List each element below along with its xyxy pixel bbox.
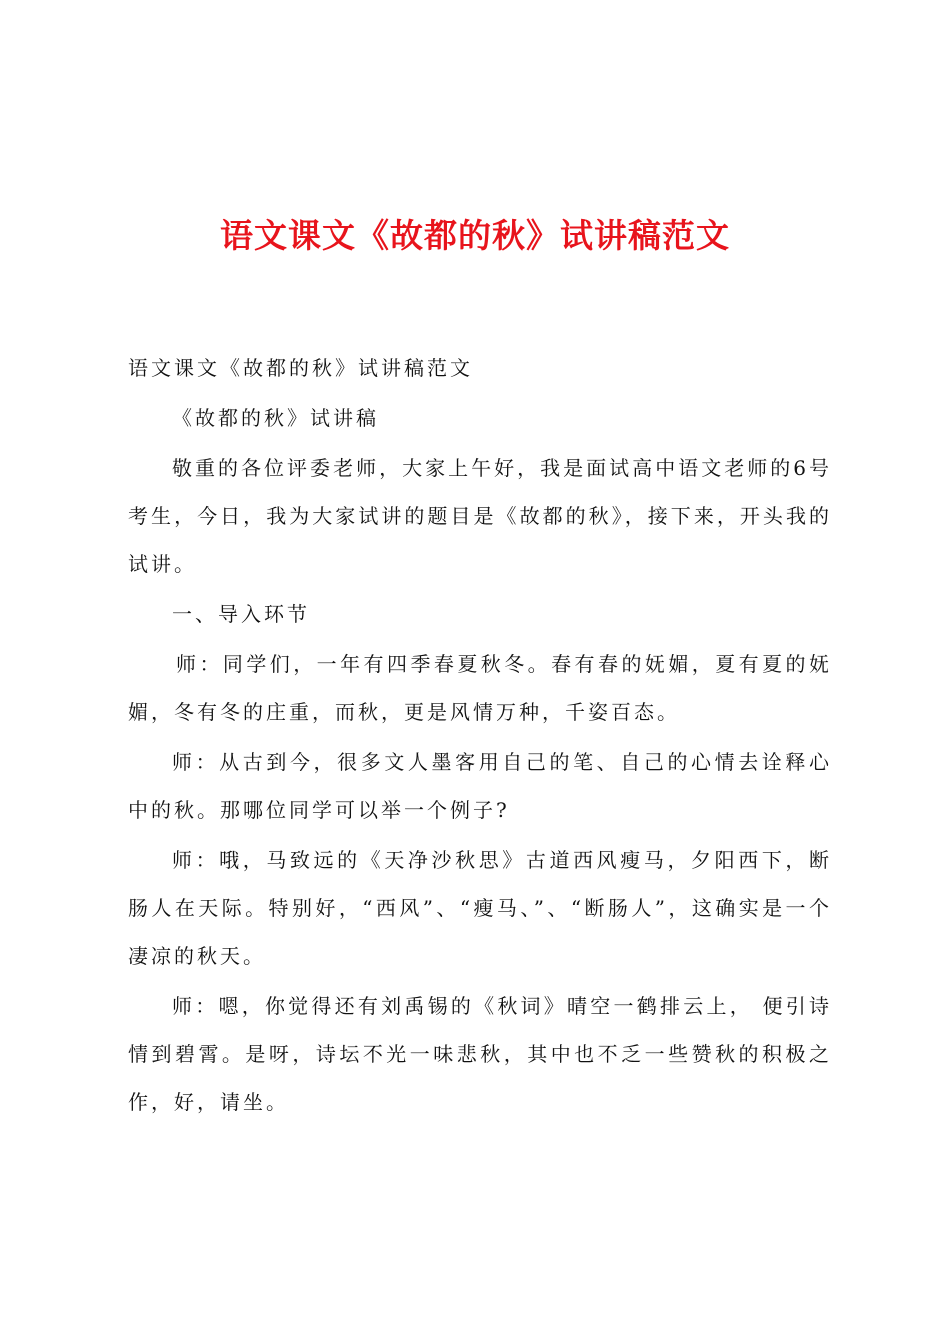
paragraph-teacher-4: 师：嗯，你觉得还有刘禹锡的《秋词》晴空一鹤排云上， 便引诗情到碧霄。是呀，诗坛不光一味悲秋，其中也不乏一些赞秋的积极之作，好，请坐。: [128, 994, 832, 1114]
paragraph-subtitle: 《故都的秋》试讲稿: [172, 406, 379, 430]
document-body: [128, 344, 832, 1128]
document-title: 语文课文《故都的秋》试讲稿范文: [220, 216, 730, 255]
paragraph-greeting: 敬重的各位评委老师，大家上午好，我是面试高中语文老师的6号考生，今日，我为大家试讲的题目是《故都的秋》，接下来，开头我的试讲。: [128, 456, 832, 576]
paragraph-teacher-2: 师：从古到今，很多文人墨客用自己的笔、自己的心情去诠释心中的秋。那哪位同学可以举一个例子?: [128, 750, 832, 822]
paragraph-teacher-3: 师：哦，马致远的《天净沙秋思》古道西风瘦马，夕阳西下，断肠人在天际。特别好，“西风”、“瘦马、”、“断肠人”，这确实是一个凄凉的秋天。: [128, 848, 832, 968]
paragraph-section-heading: 一、导入环节: [172, 602, 310, 626]
paragraph-heading: 语文课文《故都的秋》试讲稿范文: [128, 356, 473, 380]
paragraph-teacher-1: 师：同学们，一年有四季春夏秋冬。春有春的妩媚，夏有夏的妩媚，冬有冬的庄重，而秋，更是风情万种，千姿百态。: [128, 652, 832, 724]
